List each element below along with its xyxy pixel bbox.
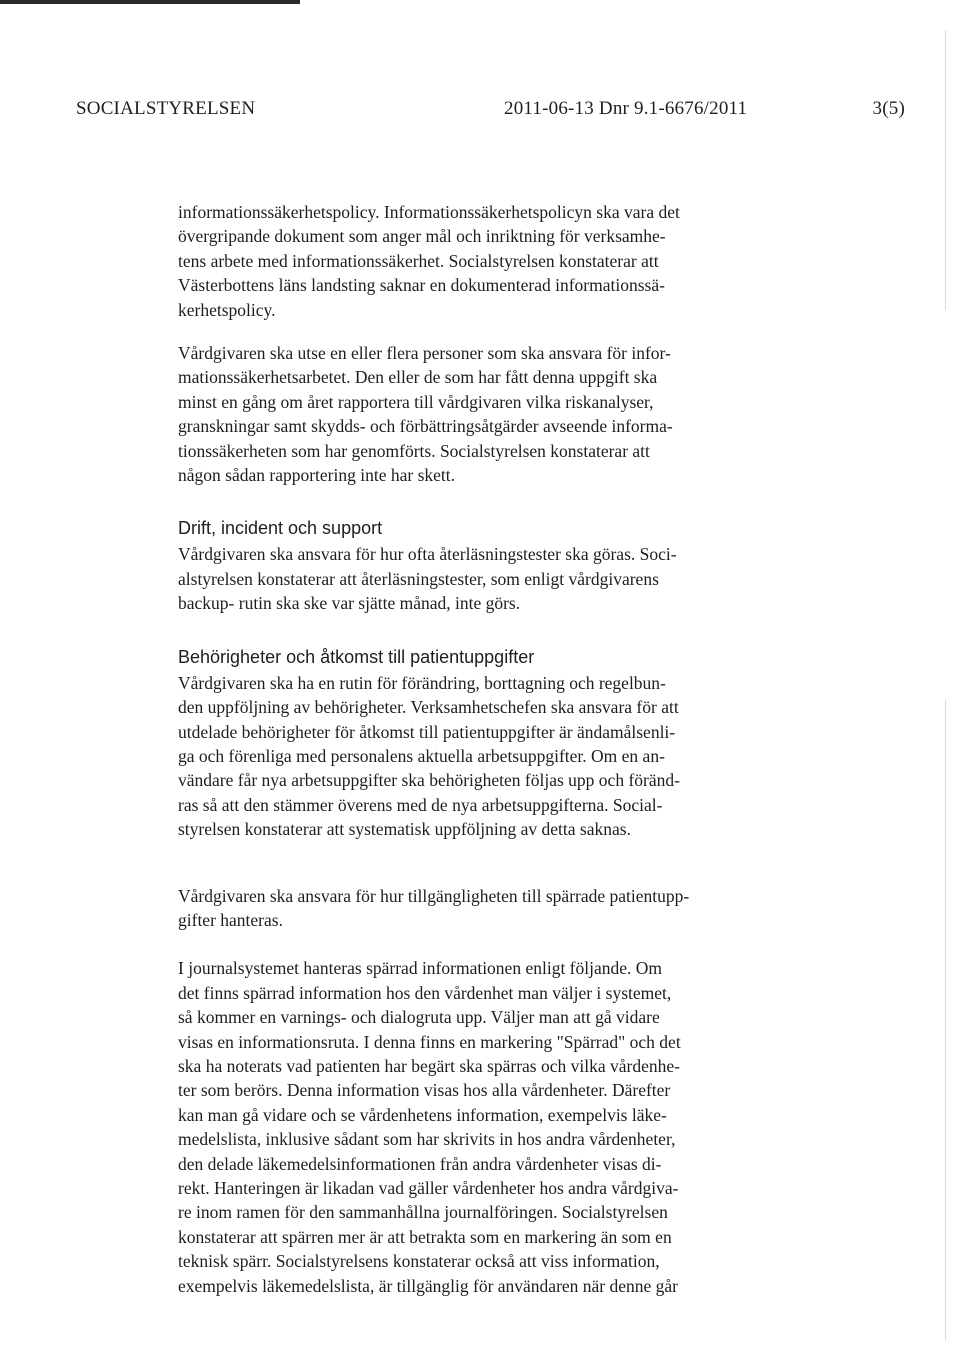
text-line: Vårdgivaren ska ansvara för hur tillgängligheten till spärrade patientupp-	[178, 885, 690, 906]
paragraph-access	[178, 671, 753, 842]
text-line: styrelsen konstaterar att systematisk uppföljning av detta saknas.	[178, 819, 631, 840]
paragraph-journal-system	[178, 956, 753, 1298]
text-line: utdelade behörigheter för åtkomst till patientuppgifter är ändamålsenli-	[178, 721, 676, 742]
section-heading-operations: Drift, incident och support	[178, 518, 383, 539]
text-line: Vårdgivaren ska utse en eller flera personer som ska ansvara för infor-	[178, 343, 671, 364]
text-line: ga och förenliga med personalens aktuella arbetsuppgifter. Om en an-	[178, 745, 665, 766]
text-line: alstyrelsen konstaterar att återläsningstester, som enligt vårdgivarens	[178, 568, 659, 589]
paragraph-blocked-data	[178, 884, 753, 933]
text-line: den uppföljning av behörigheter. Verksamhetschefen ska ansvara för att	[178, 697, 679, 718]
text-line: kerhetspolicy.	[178, 299, 276, 320]
text-line: granskningar samt skydds- och förbättringsåtgärder avseende informa-	[178, 416, 673, 437]
text-line: Vårdgivaren ska ansvara för hur ofta återläsningstester ska göras. Soci-	[178, 544, 677, 565]
text-line: informationssäkerhetspolicy. Informationssäkerhetspolicyn ska vara det	[178, 202, 680, 222]
text-line: ska ha noterats vad patienten har begärt ska spärras och vilka vårdenhe-	[178, 1055, 680, 1076]
text-line: mationssäkerhetsarbetet. Den eller de som har fått denna uppgift ska	[178, 367, 658, 388]
page-number: 3(5)	[872, 98, 905, 119]
date-and-reference: 2011-06-13 Dnr 9.1-6676/2011	[504, 98, 748, 119]
text-line: minst en gång om året rapportera till vårdgivaren vilka riskanalyser,	[178, 391, 654, 412]
text-line: så kommer en varnings- och dialogruta upp. Väljer man att gå vidare	[178, 1007, 660, 1028]
text-line: medelslista, inklusive sådant som har skrivits in hos andra vårdenheter,	[178, 1129, 676, 1150]
text-line: exempelvis läkemedelslista, är tillgänglig för användaren när denne går	[178, 1275, 679, 1296]
text-line: det finns spärrad information hos den vårdenhet man väljer i systemet,	[178, 982, 672, 1003]
document-body	[178, 200, 753, 1298]
section-heading-access: Behörigheter och åtkomst till patientuppgifter	[178, 646, 535, 667]
text-line: övergripande dokument som anger mål och inriktning för verksamhe-	[178, 226, 666, 247]
text-line: ras så att den stämmer överens med de nya arbetsuppgifterna. Social-	[178, 794, 663, 815]
organization-name: SOCIALSTYRELSEN	[76, 98, 256, 119]
text-line: gifter hanteras.	[178, 909, 283, 930]
text-line: rekt. Hanteringen är likadan vad gäller vårdenheter hos andra vårdgiva-	[178, 1178, 679, 1198]
scan-margin-line	[945, 700, 946, 1340]
text-line: tens arbete med informationssäkerhet. Socialstyrelsen konstaterar att	[178, 250, 659, 271]
text-line: tionssäkerheten som har genomförts. Socialstyrelsen konstaterar att	[178, 440, 650, 461]
text-line: kan man gå vidare och se vårdenhetens information, exempelvis läke-	[178, 1104, 667, 1125]
paragraph-policy	[178, 200, 753, 322]
text-line: teknisk spärr. Socialstyrelsens konstaterar också att viss information,	[178, 1251, 660, 1272]
text-line: Vårdgivaren ska ha en rutin för förändring, borttagning och regelbun-	[178, 672, 666, 693]
text-line: I journalsystemet hanteras spärrad informationen enligt följande. Om	[178, 958, 663, 979]
scan-margin-line	[945, 30, 946, 310]
page-header	[76, 98, 905, 128]
text-line: ter som berörs. Denna information visas hos alla vårdenheter. Därefter	[178, 1080, 671, 1101]
text-line: konstaterar att spärren mer är att betrakta som en markering än som en	[178, 1226, 672, 1247]
text-line: Västerbottens läns landsting saknar en dokumenterad informationssä-	[178, 275, 665, 296]
paragraph-responsibility	[178, 341, 753, 487]
paragraph-operations	[178, 542, 753, 615]
text-line: re inom ramen för den sammanhållna journalföringen. Socialstyrelsen	[178, 1202, 668, 1223]
text-line: den delade läkemedelsinformationen från andra vårdenheter visas di-	[178, 1153, 662, 1174]
text-line: visas en informationsruta. I denna finns en markering "Spärrad" och det	[178, 1031, 681, 1052]
scan-edge-mark	[0, 0, 300, 4]
text-line: någon sådan rapportering inte har skett.	[178, 465, 455, 486]
text-line: backup- rutin ska ske var sjätte månad, inte görs.	[178, 593, 521, 614]
text-line: vändare får nya arbetsuppgifter ska behörigheten följas upp och föränd-	[178, 770, 680, 791]
